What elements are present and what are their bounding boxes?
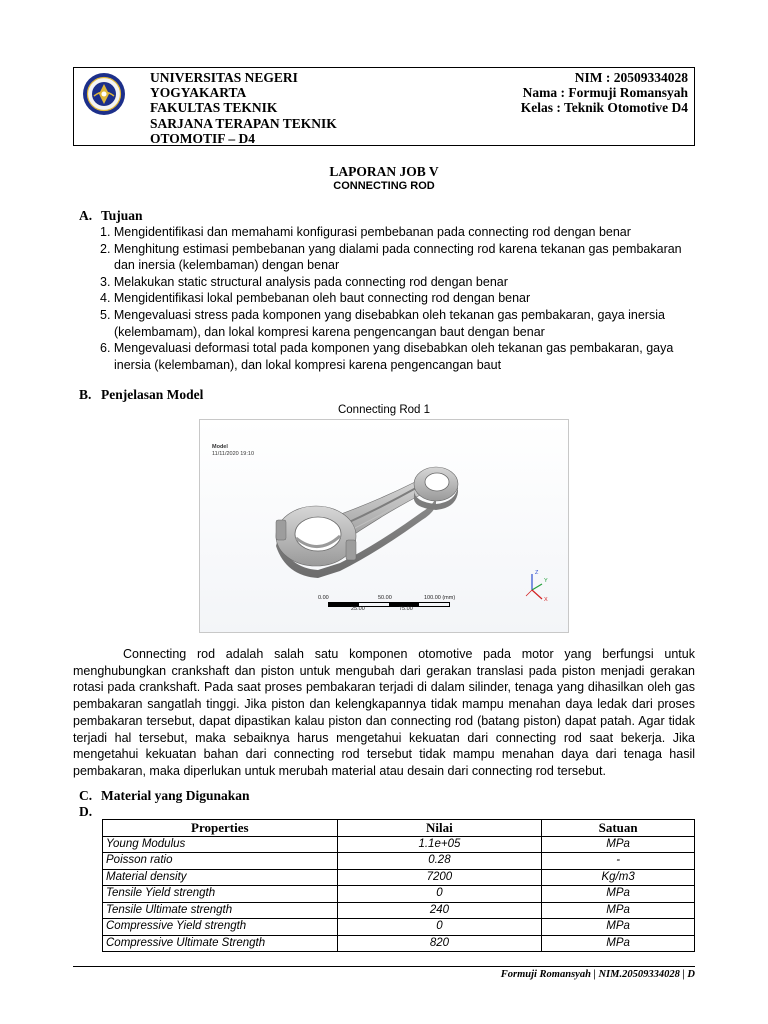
list-item: 1. Mengidentifikasi dan memahami konfigurasi pembebanan pada connecting rod dengan benar bbox=[100, 225, 631, 239]
unit-cell: - bbox=[542, 853, 695, 870]
list-item: 4. Mengidentifikasi lokal pembebanan oleh baut connecting rod dengan benar bbox=[100, 291, 531, 306]
student-name: Nama : Formuji Romansyah bbox=[522, 85, 688, 101]
axis-label-x: X bbox=[544, 597, 548, 603]
scale-label: 0.00 bbox=[318, 595, 329, 601]
list-item: 3. Melakukan static structural analysis pada connecting rod dengan benar bbox=[100, 274, 508, 289]
value-cell: 820 bbox=[337, 935, 542, 952]
institution-line: FAKULTAS TEKNIK bbox=[150, 100, 278, 116]
footer-divider bbox=[73, 966, 695, 967]
section-a-heading bbox=[79, 208, 143, 224]
section-letter: C. bbox=[79, 788, 93, 803]
section-d-heading bbox=[79, 804, 101, 820]
axis-label-z: Z bbox=[535, 570, 539, 576]
column-header: Satuan bbox=[542, 820, 695, 837]
unit-cell: MPa bbox=[542, 836, 695, 853]
table-row bbox=[103, 935, 695, 952]
axis-label-y: Y bbox=[544, 578, 548, 584]
unit-cell: MPa bbox=[542, 886, 695, 903]
material-properties-table bbox=[102, 819, 695, 952]
institution-line: YOGYAKARTA bbox=[150, 85, 247, 101]
section-letter: B. bbox=[79, 387, 92, 402]
figure-caption: Connecting Rod 1 bbox=[337, 404, 431, 416]
unit-cell: Kg/m3 bbox=[542, 869, 695, 886]
list-item: 2. Menghitung estimasi pembebanan yang dialami pada connecting rod karena tekanan gas pembakaran dan inersia (kelembaman) dengan benar bbox=[100, 241, 682, 273]
table-row bbox=[103, 919, 695, 936]
section-c-heading bbox=[79, 788, 250, 804]
section-letter: A. bbox=[79, 208, 93, 223]
table-row bbox=[103, 853, 695, 870]
value-cell: 0.28 bbox=[337, 853, 542, 870]
table-row bbox=[103, 869, 695, 886]
section-title: Penjelasan Model bbox=[101, 387, 204, 402]
property-cell: Poisson ratio bbox=[103, 853, 338, 870]
value-cell: 0 bbox=[337, 919, 542, 936]
header-box bbox=[73, 67, 695, 146]
institution-line: OTOMOTIF – D4 bbox=[150, 130, 256, 146]
property-cell: Young Modulus bbox=[103, 836, 338, 853]
list-item: 6. Mengevaluasi deformasi total pada komponen yang disebabkan oleh tekanan gas pembakaran, gaya inersia (kelembaman), dan lokal kompresi karena pengencangan baut bbox=[100, 341, 674, 372]
institution-line: UNIVERSITAS NEGERI bbox=[150, 70, 298, 85]
unit-cell: MPa bbox=[542, 935, 695, 952]
model-date: 11/11/2020 19:10 bbox=[212, 451, 255, 457]
unit-cell: MPa bbox=[542, 902, 695, 919]
student-nim: NIM : 20509334028 bbox=[574, 70, 688, 85]
value-cell: 1.1e+05 bbox=[337, 836, 542, 853]
university-logo-icon bbox=[82, 72, 126, 116]
table-row bbox=[103, 902, 695, 919]
document-subtitle: CONNECTING ROD bbox=[333, 180, 435, 192]
table-row bbox=[103, 886, 695, 903]
body-paragraph: Connecting rod adalah salah satu komponen otomotive pada motor yang berfungsi untuk menghubungkan crankshaft dan piston untuk mengubah dari gerakan translasi pada piston menjadi gerakan rotasi pada crankshaft. Pada saat proses pembakaran terjadi di dalam silinder, tenaga yang dihasilkan oleh gas pembakaran sangatlah tinggi. Jika piston dan kelengkapannya tidak mampu menahan daya ledak dari proses pembakaran tersebut, dapat dipastikan kalau piston dan connecting rod (batang piston) dapat patah. Agar tidak terjadi hal tersebut, maka sebaiknya harus mengetahui kekuatan dari connecting rod saat bekerja. Jika mengetahui kekuatan bahan dari connecting rod tersebut tidak mampu menahan daya dari tenaga hasil pembakaran, maka diperlukan untuk merubah material atau desain dari connecting rod tersebut. bbox=[73, 647, 695, 778]
scale-bar bbox=[328, 602, 450, 607]
student-info-block bbox=[521, 70, 688, 116]
institution-line: SARJANA TERAPAN TEKNIK bbox=[150, 115, 337, 131]
student-class: Kelas : Teknik Otomotive D4 bbox=[520, 100, 688, 116]
column-header: Properties bbox=[103, 820, 338, 837]
table-header-row bbox=[103, 820, 695, 837]
list-item: 5. Mengevaluasi stress pada komponen yang disebabkan oleh tekanan gas pembakaran, gaya inersia (kelembamam), dan lokal kompresi karena pengencangan baut dengan benar bbox=[100, 307, 665, 339]
scale-label: 25.00 bbox=[351, 606, 365, 612]
model-label: Model bbox=[212, 444, 228, 450]
property-cell: Compressive Yield strength bbox=[103, 919, 338, 936]
scale-label: 100.00 (mm) bbox=[424, 595, 456, 601]
property-cell: Tensile Ultimate strength bbox=[103, 902, 338, 919]
property-cell: Tensile Yield strength bbox=[103, 886, 338, 903]
institution-block bbox=[150, 70, 337, 146]
value-cell: 7200 bbox=[337, 869, 542, 886]
value-cell: 240 bbox=[337, 902, 542, 919]
property-cell: Compressive Ultimate Strength bbox=[103, 935, 338, 952]
section-b-heading bbox=[79, 387, 203, 403]
section-title: Tujuan bbox=[101, 208, 143, 223]
connecting-rod-figure bbox=[199, 419, 569, 633]
scale-label: 75.00 bbox=[399, 606, 413, 612]
property-cell: Material density bbox=[103, 869, 338, 886]
table-row bbox=[103, 836, 695, 853]
document-title: LAPORAN JOB V bbox=[329, 164, 439, 179]
column-header: Nilai bbox=[337, 820, 542, 837]
objectives-list bbox=[100, 224, 700, 373]
page-footer: Formuji Romansyah | NIM.20509334028 | D bbox=[500, 969, 695, 980]
section-letter: D. bbox=[79, 804, 93, 819]
scale-label: 50.00 bbox=[378, 595, 392, 601]
value-cell: 0 bbox=[337, 886, 542, 903]
section-title: Material yang Digunakan bbox=[101, 788, 250, 803]
unit-cell: MPa bbox=[542, 919, 695, 936]
